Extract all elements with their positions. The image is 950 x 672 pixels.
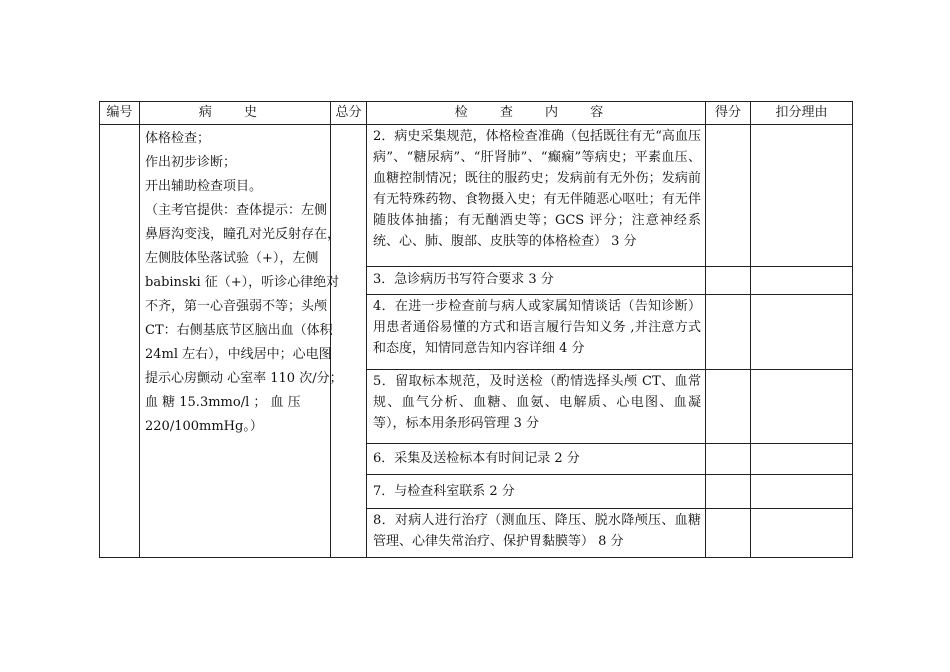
- score-cell: [706, 125, 751, 267]
- score-cell: [706, 370, 751, 444]
- history-line: babinski 征（+），听诊心律绝对: [145, 275, 340, 290]
- id-cell: [100, 125, 140, 558]
- reason-cell: [751, 370, 853, 444]
- history-line: 左侧肢体坠落试验（+），左侧: [145, 251, 319, 266]
- item-text: 7．与检查科室联系 2 分: [373, 484, 515, 499]
- item-text: 6．采集及送检标本有时间记录 2 分: [373, 451, 580, 466]
- item-text: 2．病史采集规范，体格检查准确（包括既往有无“高血压病”、“糖尿病”、“肝肾肺”、“癫痫”等病史；平素血压、血糖控制情况；既往的服药史；发病前有无外伤；发病前有无特殊药物、食物摄入史；有无伴随恶心呕吐；有无伴随肢体抽搐；有无酗酒史等；GCS 评分；注意神经系统、心、肺、腹部、皮肤等的体格检查） 3 分: [373, 129, 701, 249]
- item-cell: [367, 444, 706, 475]
- score-cell: [706, 509, 751, 558]
- history-line: 提示心房颤动 心室率 110 次/分；: [145, 371, 343, 386]
- item-cell: [367, 475, 706, 509]
- header-content: 检 查 内 容: [367, 102, 706, 125]
- table-row: [100, 125, 853, 267]
- item-text: 8．对病人进行治疗（测血压、降压、脱水降颅压、血糖管理、心律失常治疗、保护胃黏膜等） 8 分: [373, 513, 701, 549]
- history-line: 不齐，第一心音强弱不等；头颅: [145, 299, 328, 314]
- item-cell: [367, 267, 706, 295]
- item-cell: [367, 295, 706, 370]
- item-text: 3．急诊病历书写符合要求 3 分: [373, 272, 554, 287]
- item-cell: [367, 125, 706, 267]
- history-cell: [140, 125, 343, 558]
- scoring-table: [99, 101, 853, 558]
- reason-cell: [751, 295, 853, 370]
- score-cell: [706, 444, 751, 475]
- item-cell: [367, 509, 706, 558]
- reason-cell: [751, 125, 853, 267]
- reason-cell: [751, 475, 853, 509]
- score-cell: [706, 295, 751, 370]
- history-line: 24ml 左右），中线居中；心电图: [145, 347, 332, 362]
- history-line: 血 糖 15.3mmo/l ； 血 压: [145, 395, 301, 410]
- history-line: 作出初步诊断；: [145, 155, 237, 170]
- header-row: [100, 102, 853, 125]
- header-history: 病 史: [140, 102, 331, 125]
- total-cell: [331, 125, 367, 558]
- history-line: 开出辅助检查项目。: [145, 179, 263, 194]
- header-score: 得分: [706, 102, 751, 125]
- score-cell: [706, 475, 751, 509]
- header-id: 编号: [100, 102, 140, 125]
- history-line: CT：右侧基底节区脑出血（体积: [145, 323, 333, 338]
- header-reason: 扣分理由: [751, 102, 853, 125]
- item-text: 4．在进一步检查前与病人或家属知情谈话（告知诊断）用患者通俗易懂的方式和语言履行告知义务 ,并注意方式和态度，知情同意告知内容详细 4 分: [373, 299, 701, 356]
- reason-cell: [751, 267, 853, 295]
- reason-cell: [751, 444, 853, 475]
- item-text: 5．留取标本规范，及时送检（酌情选择头颅 CT、血常规、血气分析、血糖、血氨、电解质、心电图、血凝等），标本用条形码管理 3 分: [373, 374, 701, 431]
- history-line: 220/100mmHg。）: [145, 419, 263, 434]
- header-total: 总分: [331, 102, 367, 125]
- score-cell: [706, 267, 751, 295]
- reason-cell: [751, 509, 853, 558]
- history-line: （主考官提供：查体提示：左侧: [145, 203, 328, 218]
- history-line: 体格检查；: [145, 131, 211, 146]
- history-line: 鼻唇沟变浅，瞳孔对光反射存在，: [145, 227, 341, 242]
- item-cell: [367, 370, 706, 444]
